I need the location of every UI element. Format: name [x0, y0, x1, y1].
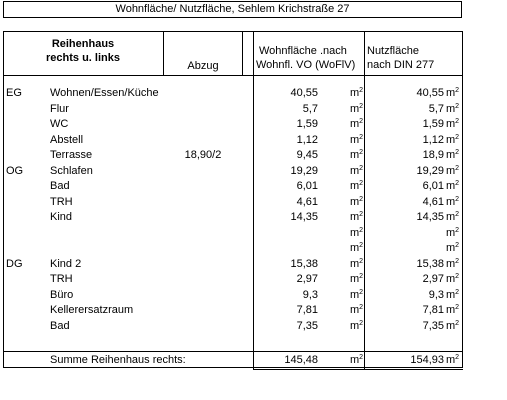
unit-exponent: 2 — [359, 242, 364, 249]
nutz-unit-cell — [446, 149, 459, 162]
unit-exponent: 2 — [359, 304, 364, 311]
wohn-unit-cell — [350, 289, 363, 302]
nutz-unit-cell — [446, 103, 459, 116]
divider-col-abzug-right — [242, 31, 243, 76]
unit-exponent: 2 — [455, 211, 460, 218]
unit-exponent: 2 — [455, 242, 460, 249]
unit-exponent: 2 — [455, 320, 460, 327]
unit-exponent: 2 — [455, 118, 460, 125]
header-wohn-line1: Wohnfläche .nach — [259, 45, 347, 57]
nutz-unit-cell — [446, 118, 459, 131]
unit-base: m — [446, 165, 456, 177]
nutz-value-cell: 40,55 — [416, 87, 444, 99]
nutz-unit-cell — [446, 87, 459, 100]
room-cell: Kellerersatzraum — [50, 304, 134, 316]
wohn-value-cell: 9,3 — [302, 289, 318, 301]
unit-base: m — [446, 134, 456, 146]
unit-exponent: 2 — [359, 196, 364, 203]
nutz-unit-cell — [446, 165, 459, 178]
wohn-unit-cell — [350, 134, 363, 147]
abzug-cell: 18,90/2 — [184, 149, 222, 161]
unit-exponent: 2 — [455, 289, 460, 296]
nutz-bottom-double-line — [364, 369, 463, 370]
wohn-unit-cell — [350, 196, 363, 209]
unit-base: m — [350, 320, 360, 332]
wohn-bottom-double-line — [253, 369, 365, 370]
nutz-unit-cell — [446, 196, 459, 209]
unit-base: m — [350, 258, 360, 270]
table-row — [0, 210, 507, 225]
sum-nutz-value: 154,93 — [410, 354, 444, 366]
unit-base: m — [446, 196, 456, 208]
unit-base: m — [350, 273, 360, 285]
nutz-value-cell: 1,12 — [422, 134, 444, 146]
unit-exponent: 2 — [455, 227, 460, 234]
unit-exponent: 2 — [359, 118, 364, 125]
unit-base: m — [350, 134, 360, 146]
unit-base: m — [446, 227, 456, 239]
table-row — [0, 86, 507, 101]
unit-base: m — [446, 242, 456, 254]
unit-base: m — [350, 87, 360, 99]
nutz-value-cell: 6,01 — [422, 180, 444, 192]
unit-base: m — [446, 304, 456, 316]
sum-label: Summe Reihenhaus rechts: — [50, 354, 186, 366]
unit-base: m — [446, 258, 456, 270]
table-row — [0, 195, 507, 210]
header-bottom-border — [3, 75, 463, 76]
nutz-value-cell: 9,3 — [428, 289, 444, 301]
unit-base: m — [350, 149, 360, 161]
wohn-unit-cell — [350, 273, 363, 286]
table-row — [0, 226, 507, 241]
table-row — [0, 241, 507, 256]
nutz-value-cell: 2,97 — [422, 273, 444, 285]
room-cell: Terrasse — [50, 149, 93, 161]
room-cell: Bad — [50, 180, 70, 192]
nutz-value-cell: 14,35 — [416, 211, 444, 223]
header-wohn-line2: Wohnfl. VO (WoFlV) — [256, 59, 356, 71]
nutz-unit-cell — [446, 211, 459, 224]
unit-base: m — [446, 211, 456, 223]
table-row — [0, 179, 507, 194]
wohn-value-cell: 7,35 — [296, 320, 318, 332]
nutz-unit-cell — [446, 258, 459, 271]
room-cell: TRH — [50, 273, 73, 285]
floor-cell: EG — [6, 87, 22, 99]
sum-nutz-unit: $m^2$ — [446, 354, 460, 366]
unit-base: m — [350, 289, 360, 301]
unit-base: m — [446, 103, 456, 115]
unit-exponent: 2 — [455, 304, 460, 311]
unit-exponent: 2 — [359, 87, 364, 94]
unit-base: m — [446, 273, 456, 285]
unit-exponent: 2 — [455, 149, 460, 156]
header-house-line2: rechts u. links — [46, 52, 120, 64]
nutz-value-cell: 1,59 — [422, 118, 444, 130]
table-row — [0, 303, 507, 318]
wohn-unit-cell — [350, 103, 363, 116]
unit-exponent: 2 — [359, 165, 364, 172]
wohn-value-cell: 4,61 — [296, 196, 318, 208]
nutz-unit-cell — [446, 227, 459, 240]
wohn-value-cell: 40,55 — [290, 87, 318, 99]
unit-exponent: 2 — [455, 180, 460, 187]
unit-base: m — [350, 211, 360, 223]
wohn-value-cell: 1,59 — [296, 118, 318, 130]
room-cell: Kind — [50, 211, 73, 223]
wohn-unit-cell — [350, 320, 363, 333]
wohn-unit-cell — [350, 258, 363, 271]
nutz-unit-cell — [446, 320, 459, 333]
unit-exponent: 2 — [455, 258, 460, 265]
unit-base: m — [350, 242, 360, 254]
room-cell: Flur — [50, 103, 69, 115]
unit-base: m — [350, 227, 360, 239]
table-top-border — [3, 31, 463, 32]
floor-cell: OG — [6, 165, 24, 177]
unit-exponent: 2 — [359, 180, 364, 187]
table-row — [0, 117, 507, 132]
room-cell: Büro — [50, 289, 74, 301]
wohn-unit-cell — [350, 211, 363, 224]
wohn-unit-cell — [350, 304, 363, 317]
unit-exponent: 2 — [359, 320, 364, 327]
unit-exponent: 2 — [455, 87, 460, 94]
unit-base: m — [446, 87, 456, 99]
floor-cell: DG — [6, 258, 23, 270]
unit-base: m — [446, 118, 456, 130]
unit-exponent: 2 — [359, 149, 364, 156]
unit-exponent: 2 — [359, 211, 364, 218]
nutz-unit-cell — [446, 304, 459, 317]
table-row — [0, 272, 507, 287]
wohn-unit-cell — [350, 180, 363, 193]
wohn-unit-cell — [350, 87, 363, 100]
unit-exponent: 2 — [455, 103, 460, 110]
wohn-value-cell: 19,29 — [290, 165, 318, 177]
room-cell: Wohnen/Essen/Küche — [50, 87, 159, 99]
unit-base: m — [446, 289, 456, 301]
nutz-unit-cell — [446, 242, 459, 255]
table-row — [0, 148, 507, 163]
nutz-value-cell: 18,9 — [422, 149, 444, 161]
room-cell: Abstell — [50, 134, 84, 146]
unit-base: m — [446, 149, 456, 161]
wohn-unit-cell — [350, 165, 363, 178]
unit-exponent: 2 — [359, 103, 364, 110]
room-cell: Schlafen — [50, 165, 93, 177]
table-row — [0, 319, 507, 334]
unit-exponent: 2 — [455, 165, 460, 172]
table-bottom-border — [3, 367, 463, 368]
nutz-unit-cell — [446, 180, 459, 193]
table-row — [0, 257, 507, 272]
page-title: Wohnfläche/ Nutzfläche, Sehlem Krichstraße 27 — [115, 3, 350, 15]
wohn-value-cell: 2,97 — [296, 273, 318, 285]
wohn-value-cell: 14,35 — [290, 211, 318, 223]
header-nutz-line2: nach DIN 277 — [367, 59, 435, 71]
wohn-unit-cell — [350, 118, 363, 131]
wohn-value-cell: 5,7 — [302, 103, 318, 115]
unit-exponent: 2 — [359, 289, 364, 296]
nutz-unit-cell — [446, 134, 459, 147]
wohn-value-cell: 15,38 — [290, 258, 318, 270]
wohn-unit-cell — [350, 227, 363, 240]
nutz-value-cell: 4,61 — [422, 196, 444, 208]
header-nutz-line1: Nutzfläche — [367, 45, 419, 57]
wohn-value-cell: 7,81 — [296, 304, 318, 316]
room-cell: WC — [50, 118, 69, 130]
nutz-value-cell: 7,81 — [422, 304, 444, 316]
wohn-value-cell: 6,01 — [296, 180, 318, 192]
unit-exponent: 2 — [455, 273, 460, 280]
unit-base: m — [350, 196, 360, 208]
table-row — [0, 288, 507, 303]
nutz-unit-cell — [446, 273, 459, 286]
nutz-value-cell: 19,29 — [416, 165, 444, 177]
nutz-value-cell: 15,38 — [416, 258, 444, 270]
unit-exponent: 2 — [359, 258, 364, 265]
room-cell: Kind 2 — [50, 258, 82, 270]
table-row — [0, 133, 507, 148]
unit-exponent: 2 — [455, 196, 460, 203]
unit-base: m — [350, 304, 360, 316]
sum-wohn-value: 145,48 — [284, 354, 318, 366]
unit-base: m — [446, 180, 456, 192]
nutz-unit-cell — [446, 289, 459, 302]
wohn-value-cell: 9,45 — [296, 149, 318, 161]
table-row — [0, 164, 507, 179]
table-row — [0, 102, 507, 117]
sum-wohn-unit: $m^2$ — [350, 354, 364, 366]
wohn-unit-cell — [350, 242, 363, 255]
header-abzug: Abzug — [187, 60, 219, 72]
unit-exponent: 2 — [359, 273, 364, 280]
unit-exponent: 2 — [455, 134, 460, 141]
unit-exponent: 2 — [359, 134, 364, 141]
sum-top-border — [3, 351, 463, 352]
wohn-value-cell: 1,12 — [296, 134, 318, 146]
unit-base: m — [446, 320, 456, 332]
unit-base: m — [350, 118, 360, 130]
header-house-line1: Reihenhaus — [51, 38, 115, 50]
nutz-value-cell: 7,35 — [422, 320, 444, 332]
unit-exponent: 2 — [359, 227, 364, 234]
nutz-value-cell: 5,7 — [428, 103, 444, 115]
room-cell: TRH — [50, 196, 73, 208]
wohn-unit-cell — [350, 149, 363, 162]
room-cell: Bad — [50, 320, 70, 332]
unit-base: m — [350, 165, 360, 177]
unit-base: m — [350, 103, 360, 115]
unit-base: m — [350, 180, 360, 192]
